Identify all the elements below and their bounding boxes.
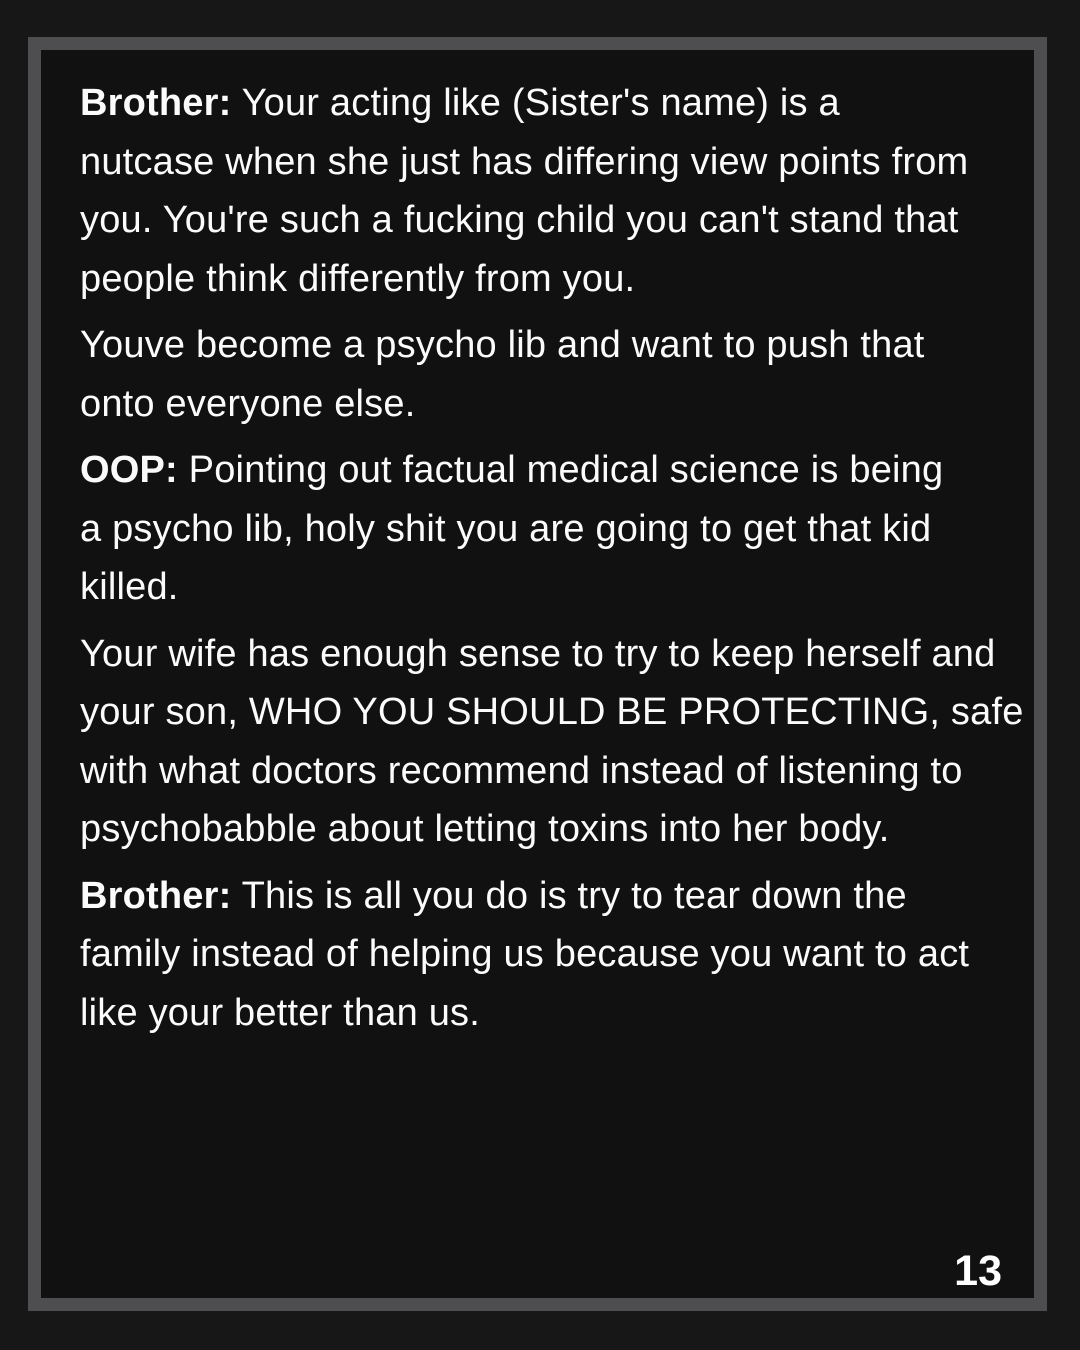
message-paragraph: Your wife has enough sense to try to keep herself and your son, WHO YOU SHOULD BE PROTECTING, safe with what doctors recommend instead of listening to psychobabble about letting toxins into her body. — [80, 632, 1024, 850]
message-paragraph: Brother: Your acting like (Sister's name) is a nutcase when she just has differing view points from you. You're such a fucking child you can't stand that people think differently from you. — [80, 82, 969, 300]
conversation-text — [80, 74, 1036, 1050]
speaker-label: Brother: — [80, 82, 232, 124]
message-paragraph: Brother: This is all you do is try to tear down the family instead of helping us because you want to act like your better than us. — [80, 874, 970, 1034]
speaker-label: OOP: — [80, 449, 178, 491]
content-frame — [28, 37, 1047, 1311]
message-paragraph: Youve become a psycho lib and want to push that onto everyone else. — [80, 324, 925, 425]
message-paragraph: OOP: Pointing out factual medical science is being a psycho lib, holy shit you are going to get that kid killed. — [80, 449, 944, 608]
page-number: 13 — [954, 1247, 1002, 1295]
speaker-label: Brother: — [80, 874, 232, 917]
